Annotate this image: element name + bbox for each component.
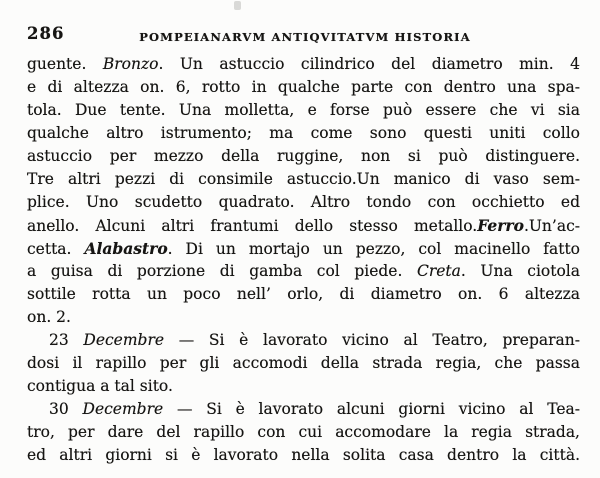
- text-segment: 30: [49, 400, 83, 418]
- text-line: [27, 260, 580, 283]
- text-segment: a guisa di porzione di gamba col piede.: [27, 262, 417, 280]
- text-segment: — Si è lavorato alcuni giorni vicino al Tea-: [163, 400, 580, 418]
- text-segment: tro, per dare del rapillo con cui accomodare la regia strada,: [27, 423, 580, 441]
- text-segment: dosi il rapillo per gli accomodi della strada regia, che passa: [27, 354, 580, 372]
- text-line: [27, 421, 580, 444]
- text-segment: tola. Due tente. Una molletta, e forse può essere che vi sia: [27, 101, 580, 119]
- text-segment: contigua a tal sito.: [27, 377, 173, 395]
- scan-speck: [234, 1, 241, 10]
- text-line: [27, 329, 580, 352]
- text-segment: sottile rotta un poco nell’ orlo, di diametro on. 6 altezza: [27, 285, 580, 303]
- text-line: [27, 375, 580, 398]
- running-title: POMPEIANARVM ANTIQVITATVM HISTORIA: [139, 30, 471, 44]
- text-segment: . Di un mortajo un pezzo, col macinello fatto: [167, 240, 581, 258]
- text-segment: e di altezza on. 6, rotto in qualche parte con dentro una spa-: [27, 78, 580, 96]
- text-line: [27, 76, 580, 99]
- text-line: [27, 306, 580, 329]
- page-number: 286: [27, 24, 65, 43]
- text-line: [27, 283, 580, 306]
- emphasized-text: Decembre: [83, 331, 165, 349]
- text-segment: — Si è lavorato vicino al Teatro, preparan-: [164, 331, 581, 349]
- page-body: [27, 53, 580, 467]
- text-segment: plice. Uno scudetto quadrato. Altro tondo con occhietto ed: [27, 193, 580, 211]
- text-segment: Tre altri pezzi di consimile astuccio.Un manico di vaso sem-: [27, 170, 580, 188]
- emphasized-text: Creta: [416, 262, 461, 280]
- text-segment: astuccio per mezzo della ruggine, non si può distinguere.: [27, 147, 580, 165]
- text-segment: .Un’ac-: [523, 217, 580, 235]
- text-segment: qualche altro istrumento; ma come sono questi uniti collo: [27, 124, 580, 142]
- text-line: [27, 99, 580, 122]
- text-segment: 23: [49, 331, 84, 349]
- text-line: [27, 398, 580, 421]
- text-line: [27, 237, 580, 260]
- text-segment: ed altri giorni si è lavorato nella solita casa dentro la città.: [27, 446, 580, 464]
- text-segment: guente.: [27, 55, 103, 73]
- text-line: [27, 214, 580, 237]
- text-line: [27, 191, 580, 214]
- text-segment: cetta.: [27, 240, 85, 258]
- emphasized-text: Ferro: [477, 216, 524, 235]
- text-line: [27, 145, 580, 168]
- emphasized-text: Bronzo: [102, 55, 159, 73]
- text-line: [27, 352, 580, 375]
- text-line: [27, 53, 580, 76]
- emphasized-text: Alabastro: [84, 239, 168, 258]
- text-line: [27, 444, 580, 467]
- text-line: [27, 168, 580, 191]
- emphasized-text: Decembre: [82, 400, 164, 418]
- text-segment: anello. Alcuni altri frantumi dello stesso metallo.: [27, 217, 478, 235]
- text-segment: . Una ciotola: [460, 262, 580, 280]
- text-segment: on. 2.: [27, 308, 71, 326]
- text-line: [27, 122, 580, 145]
- text-segment: . Un astuccio cilindrico del diametro min. 4: [158, 55, 580, 73]
